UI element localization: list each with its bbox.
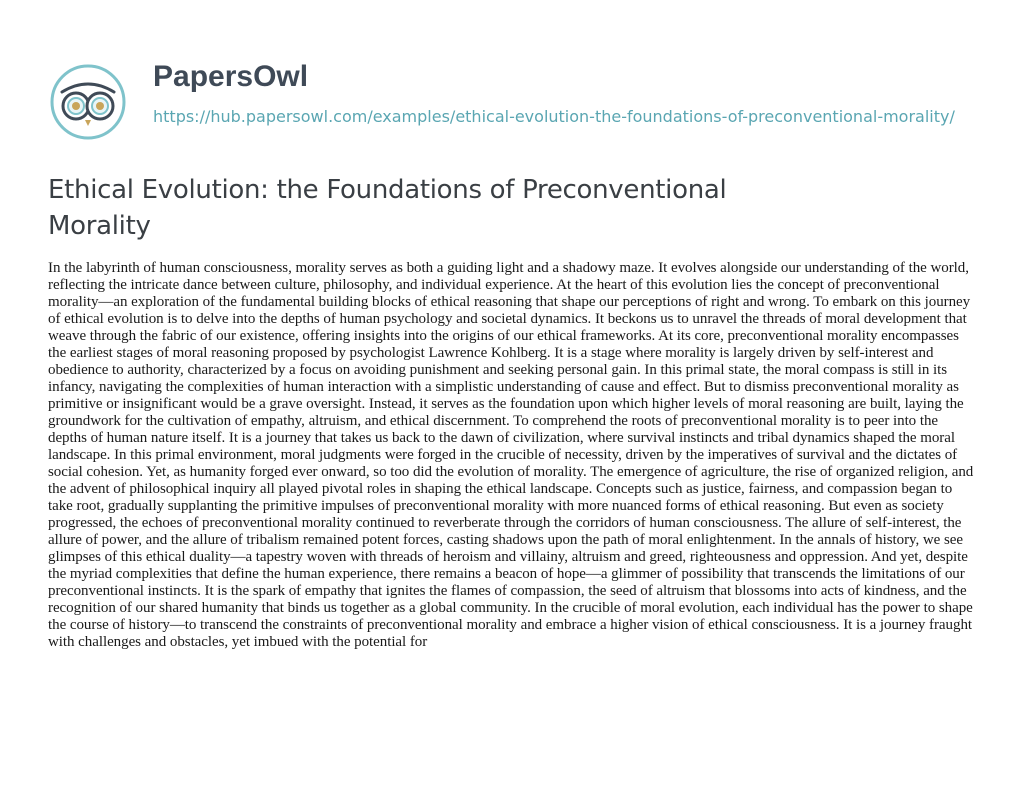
owl-logo-icon (48, 62, 128, 142)
source-url-link[interactable]: https://hub.papersowl.com/examples/ethical-evolution-the-foundations-of-preconventional-morality/ (153, 107, 955, 126)
article-title: Ethical Evolution: the Foundations of Preconventional Morality (48, 175, 727, 241)
article-body: In the labyrinth of human consciousness, morality serves as both a guiding light and a shadowy maze. It evolves alongside our understanding of the world, reflecting the intricate dance between culture, philosophy, and individual experience. At the heart of this evolution lies the concept of preconventional morality—an exploration of the fundamental building blocks of ethical reasoning that shape our perceptions of right and wrong. To embark on this journey of ethical evolution is to delve into the depths of human psychology and societal dynamics. It beckons us to unravel the threads of moral development that weave through the fabric of our existence, offering insights into the origins of our ethical frameworks. At its core, preconventional morality encompasses the earliest stages of moral reasoning proposed by psychologist Lawrence Kohlberg. It is a stage where morality is largely driven by self-interest and obedience to authority, characterized by a focus on avoiding punishment and seeking personal gain. In this primal state, the moral compass is still in its infancy, navigating the complexities of human interaction with a simplistic understanding of cause and effect. But to dismiss preconventional morality as primitive or insignificant would be a grave oversight. Instead, it serves as the foundation upon which higher levels of moral reasoning are built, laying the groundwork for the cultivation of empathy, altruism, and ethical discernment. To comprehend the roots of preconventional morality is to peer into the depths of human nature itself. It is a journey that takes us back to the dawn of civilization, where survival instincts and tribal dynamics shaped the moral landscape. In this primal environment, moral judgments were forged in the crucible of necessity, driven by the imperatives of survival and the dictates of social cohesion. Yet, as humanity forged ever onward, so too did the evolution of morality. The emergence of agriculture, the rise of organized religion, and the advent of philosophical inquiry all played pivotal roles in shaping the ethical landscape. Concepts such as justice, fairness, and compassion began to take root, gradually supplanting the primitive impulses of preconventional morality with more nuanced forms of ethical reasoning. But even as society progressed, the echoes of preconventional morality continued to reverberate through the corridors of human consciousness. The allure of self-interest, the allure of power, and the allure of tribalism remained potent forces, casting shadows upon the path of moral enlightenment. In the annals of history, we see glimpses of this ethical duality—a tapestry woven with threads of heroism and villainy, altruism and greed, righteousness and oppression. And yet, despite the myriad complexities that define the human experience, there remains a beacon of hope—a glimmer of possibility that transcends the limitations of our preconventional instincts. It is the spark of empathy that ignites the flames of compassion, the seed of altruism that blossoms into acts of kindness, and the recognition of our shared humanity that binds us together as a global community. In the crucible of moral evolution, each individual has the power to shape the course of history—to transcend the constraints of preconventional morality and embrace a higher vision of ethical consciousness. It is a journey fraught with challenges and obstacles, yet imbued with the potential for (48, 260, 974, 650)
site-header (48, 52, 1008, 162)
brand-name[interactable]: PapersOwl (153, 60, 309, 93)
